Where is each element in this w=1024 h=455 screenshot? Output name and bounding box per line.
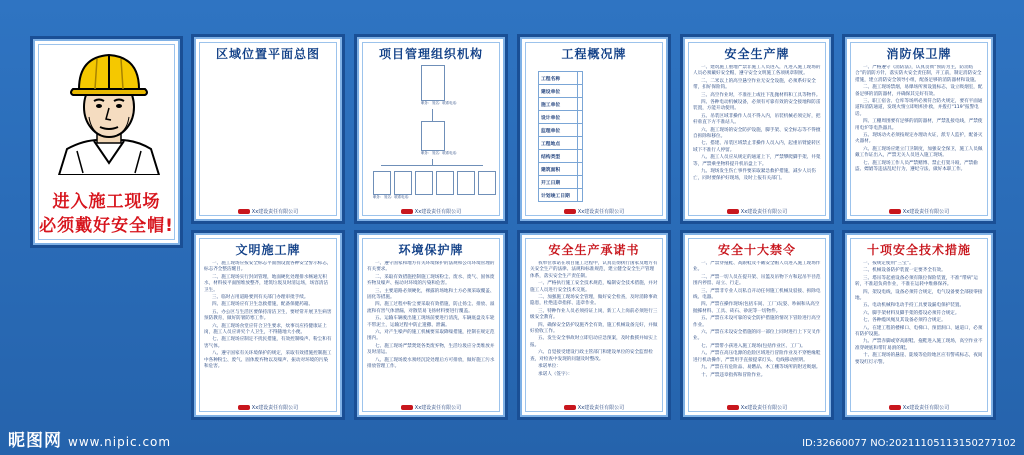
- ten-prohibitions-board: [680, 230, 834, 420]
- board-footer: Xx建设责任有限公司: [357, 208, 505, 215]
- board-footer: Xx建设责任有限公司: [845, 404, 993, 411]
- org-leaf-box: [415, 171, 433, 195]
- company-logo-icon: [889, 405, 901, 410]
- company-logo-icon: [401, 209, 413, 214]
- board-footer: Xx建设责任有限公司: [194, 404, 342, 411]
- org-leaf-box: [478, 171, 496, 195]
- board-title: 工程概况牌: [561, 47, 627, 61]
- company-logo-icon: [889, 209, 901, 214]
- table-row: 施工单位: [539, 98, 583, 111]
- board-footer: Xx建设责任有限公司: [357, 404, 505, 411]
- worker-safety-board: [30, 36, 183, 248]
- company-logo-icon: [727, 405, 739, 410]
- board-body: 一、建筑施工重地严禁非施工人员进入，凡进入施工现场的人员必须戴好安全帽，遵守安全文明施工各项规章制度。 二、二米以上的高空悬空作业无安全设施，必须系好安全带，扣好保险钩。 三、高空作业时，不准往上或往下乱抛材料和工具等物件。 四、各种电动机械设备，必须有可靠有效的安全接地和防雷装置，方能开动使用。 五、吊装区域非操作人员不得入内，吊装机械必须完好，把杆垂直下方不准站人。 六、施工现场的安全防护设施，脚手架、安全标志等不得擅自拆除和移位。 七、搭建、吊装区域禁止非操作人员入内，起重吊臂旋转区域下不准行人停留。 八、施工人员应从规定的通道上下，严禁攀爬脚手架、井架等，严禁乘坐物料提升机吊盘上下。 九、现场发生伤亡事件要采取紧急救护措施，减少人员伤亡，同时要保护好现场，及时上报有关部门。: [693, 65, 821, 181]
- org-top-label: 职务： 姓名：联系电话：: [421, 101, 460, 105]
- safety-production-board: [680, 34, 834, 224]
- board-body: 一、严禁穿拖鞋、高跟鞋及不戴安全帽人员进入施工现场作业。 二、严禁一切人员在提升架、吊篮及吊物下方和起吊半径范围内停留、站立、行走。 三、严禁非专业人员私自开动任何施工机械及驳接、拆除电线、电器。 四、严禁在操作现场(包括车间、工厂)玩耍、吵闹和从高空抛掷材料、工具、砖石、砂泥等一切物件。 五、严禁在未设可靠的安全防护措施的情况下冒险进行高空作业。 六、严禁在未设安全措施的同一部位上同时进行上下交叉作业。 七、严禁带小孩进入施工现场(包括作业区、工厂)。 八、严禁在高压电源的危险区域进行冒险作业及不穿绝缘鞋进行机动操作，严禁用手直接提拿灯头、电线移动照明。 九、严禁在有危险品、易燃品、木工棚等场所的附近吸烟。 十、严禁违章指挥和冒险作业。: [693, 261, 821, 378]
- table-row: 工程名称: [539, 72, 583, 85]
- org-mid-box: [421, 121, 445, 151]
- slogan-line-1: 进入施工现场: [52, 192, 161, 212]
- board-body: 一、严格遵守《消防法》，认真贯彻“预防为主，防消结合”的消防方针，落实防火安全责任制，开工前，制定消防安全措施，建立消防安全领导小组，配备足够的消防器材和设施。 二、施工现场禁烟，易爆场所须设置标志，设立吸烟室，配备足够的消防器材，并确保其完好有效。 三、职工宿舍、仓库等场所必须符合防火规定，要有平面通道和消防通道，发现火情立即组织扑救，并拨打“119”报警电话。 四、工棚周围要有足够的消防器材，严禁乱接电线，严禁使用电炉等电热器具。 五、现场动火必须按规定办理动火证，派专人监护，配备灭火器材。 六、施工现场应建立门卫制度，加强安全保卫，施工人员佩戴工作证出入，严禁无关人员进入施工现场。 七、施工现场工作人员严禁赌博、禁止打架斗殴，严禁偷盗、嫖娼等违法乱纪行为，遵纪守法，做好本职工作。: [855, 65, 983, 173]
- org-leaf-row: [371, 165, 497, 205]
- company-logo-icon: [238, 405, 250, 410]
- table-row: 设计单位: [539, 111, 583, 124]
- board-footer: Xx建设责任有限公司: [520, 404, 668, 411]
- worker-hardhat-icon: [49, 45, 169, 175]
- board-title: 安全十大禁令: [717, 243, 796, 257]
- board-title: 文明施工牌: [235, 243, 301, 257]
- board-title: 项目管理组织机构: [378, 47, 483, 61]
- table-row: 开工日期: [539, 176, 583, 189]
- company-logo-icon: [401, 405, 413, 410]
- board-footer: Xx建设责任有限公司: [194, 208, 342, 215]
- fire-security-board: [842, 34, 996, 224]
- company-logo-icon: [564, 405, 576, 410]
- board-footer: Xx建设责任有限公司: [845, 208, 993, 215]
- org-leaf-label: 职务： 姓名：联系电话：: [373, 195, 412, 199]
- table-row: 计划竣工日期: [539, 189, 583, 202]
- table-row: 建筑面积: [539, 163, 583, 176]
- board-body: 一、遵守国家和地方有关环境保护的法规和公司环境管理的有关要求。 二、采取有效措施控制施工现场粉尘、废水、废气、固体废弃物及噪声、振动对环境的污染和危害。 三、主要道路必须硬化，裸露的场地和土方必须采取覆盖、固化等措施。 四、施工过程中粉尘要采取有效措施，防止扬尘、排放、溢流和有害气体泄漏，对散装易飞扬材料要进行覆盖。 五、运输车辆驶出施工现场前要进行清洗，车辆底盘及车轮不带泥土，运输过程中防止遗撒、泄漏。 六、对产生噪声的施工机械要采取降噪措施，控制在规定范围内。 七、施工现场严禁焚烧各类废弃物，生活垃圾应分类堆放并及时清运。 八、施工现场废水须经沉淀处理后方可排放，做好施工污水排放管理工作。: [367, 261, 495, 370]
- project-overview-board: [517, 34, 671, 224]
- board-body: 我单位承诺在项目施工过程中，认真贯彻执行国家及地方有关安全生产的法律、法规和标准规范，建立健全安全生产管理体系，落实安全生产责任制。 一、严格执行施工安全技术规范，编制安全技术措施，并对施工人员进行安全技术交底。 二、加强施工现场安全管理，做好安全检查，及时消除事故隐患，杜绝违章指挥、违章作业。 三、特种作业人员必须持证上岗，新工人上岗前必须进行三级安全教育。 四、确保安全防护设施齐全有效，施工机械设备完好，并做好验收工作。 五、发生安全事故时立即启动应急预案，及时救援并如实上报。 六、自觉接受建设行政主管部门和建设单位的安全监督检查，对检查中发现的问题及时整改。 承诺单位： 承诺人（签字）：: [530, 261, 658, 377]
- environment-protection-board: [354, 230, 508, 420]
- org-leaf-box: [394, 171, 412, 195]
- safety-commitment-board: [517, 230, 671, 420]
- table-row: 监理单位: [539, 124, 583, 137]
- company-logo-icon: [564, 209, 576, 214]
- org-top-box: [421, 65, 445, 101]
- table-row: 工程地点: [539, 137, 583, 150]
- board-body: 一、按规定使用“三宝”。 二、机械设备防护装置一定要齐全有效。 三、塔吊等起重设备必须有限位保险装置，不准“带病”运转，不准超负荷作业，不准在运转中维修保养。 四、架设电线，设备必须符合规定，电气设备要全部接零接地。 五、电动机械和电动手持工具要设漏电保护装置。 六、脚手架材料及脚手架的搭设必须符合规定。 七、各种缆风绳及其设备必须符合规定。 八、在建工程的楼梯口、电梯口、预留洞口、通道口，必须有防护设施。 九、严禁赤脚或穿高跟鞋、拖鞋进入施工现场，高空作业不准穿硬底和带钉易滑的鞋。 十、施工现场的悬崖、陡坡等危险地区应有警戒标志，夜间要设红灯示警。: [855, 261, 983, 365]
- board-title: 消防保卫牌: [886, 47, 952, 61]
- slogan-line-2: 必须戴好安全帽!: [39, 216, 174, 236]
- org-leaf-box: [373, 171, 391, 195]
- site-plan-area: [206, 67, 330, 199]
- board-footer: Xx建设责任有限公司: [520, 208, 668, 215]
- table-row: 结构类型: [539, 150, 583, 163]
- civilized-construction-board: [191, 230, 345, 420]
- company-logo-icon: [238, 209, 250, 214]
- board-footer: Xx建设责任有限公司: [683, 404, 831, 411]
- org-chart-board: [354, 34, 508, 224]
- board-title: 区域位置平面总图: [215, 47, 320, 61]
- board-title: 环境保护牌: [398, 243, 464, 257]
- org-mid-label: 职务： 姓名：联系电话：: [421, 151, 460, 155]
- board-title: 十项安全技术措施: [866, 243, 971, 257]
- watermark-id: ID:32660077 NO:20211105113150277102: [802, 438, 1016, 449]
- board-title: 安全生产承诺书: [548, 243, 640, 257]
- org-leaf-box: [436, 171, 454, 195]
- table-row: 建设单位: [539, 85, 583, 98]
- site-plan-board: [191, 34, 345, 224]
- board-footer: Xx建设责任有限公司: [683, 208, 831, 215]
- company-logo-icon: [727, 209, 739, 214]
- overview-table: [538, 71, 583, 202]
- nipic-watermark: 昵图网 www.nipic.com: [8, 431, 172, 451]
- board-title: 安全生产牌: [724, 47, 790, 61]
- org-leaf-box: [457, 171, 475, 195]
- board-body: 一、施工现场应按安全标志平面图设置各种安全警示标志，标志齐全整洁醒目。 二、施工现场实行封闭管理，地面硬化处理排水畅通无积水，材料按平面图堆放整齐，建筑垃圾及时清运场，场容清洁卫生。 三、临时占用道路要到有关部门办理审批手续。 四、施工现场应有卫生急救措施，配备保健药箱。 五、办公区与生活区要保持清洁卫生，要经常开展卫生病害预防教育，做好防暑防寒工作。 六、施工现场食堂应符合卫生要求，炊事员应持健康证上岗，施工人员应讲究个人卫生，不得随地大小便。 七、施工现场应制定不扰民措施，有效控制噪声、粉尘和有害气体。 八、遵守国家有关环境保护的规定，采取有效措施控制施工中各种粉尘、废气、固体废弃物以及噪声、振动对环境的污染和危害。: [204, 261, 332, 370]
- ten-safety-measures-board: [842, 230, 996, 420]
